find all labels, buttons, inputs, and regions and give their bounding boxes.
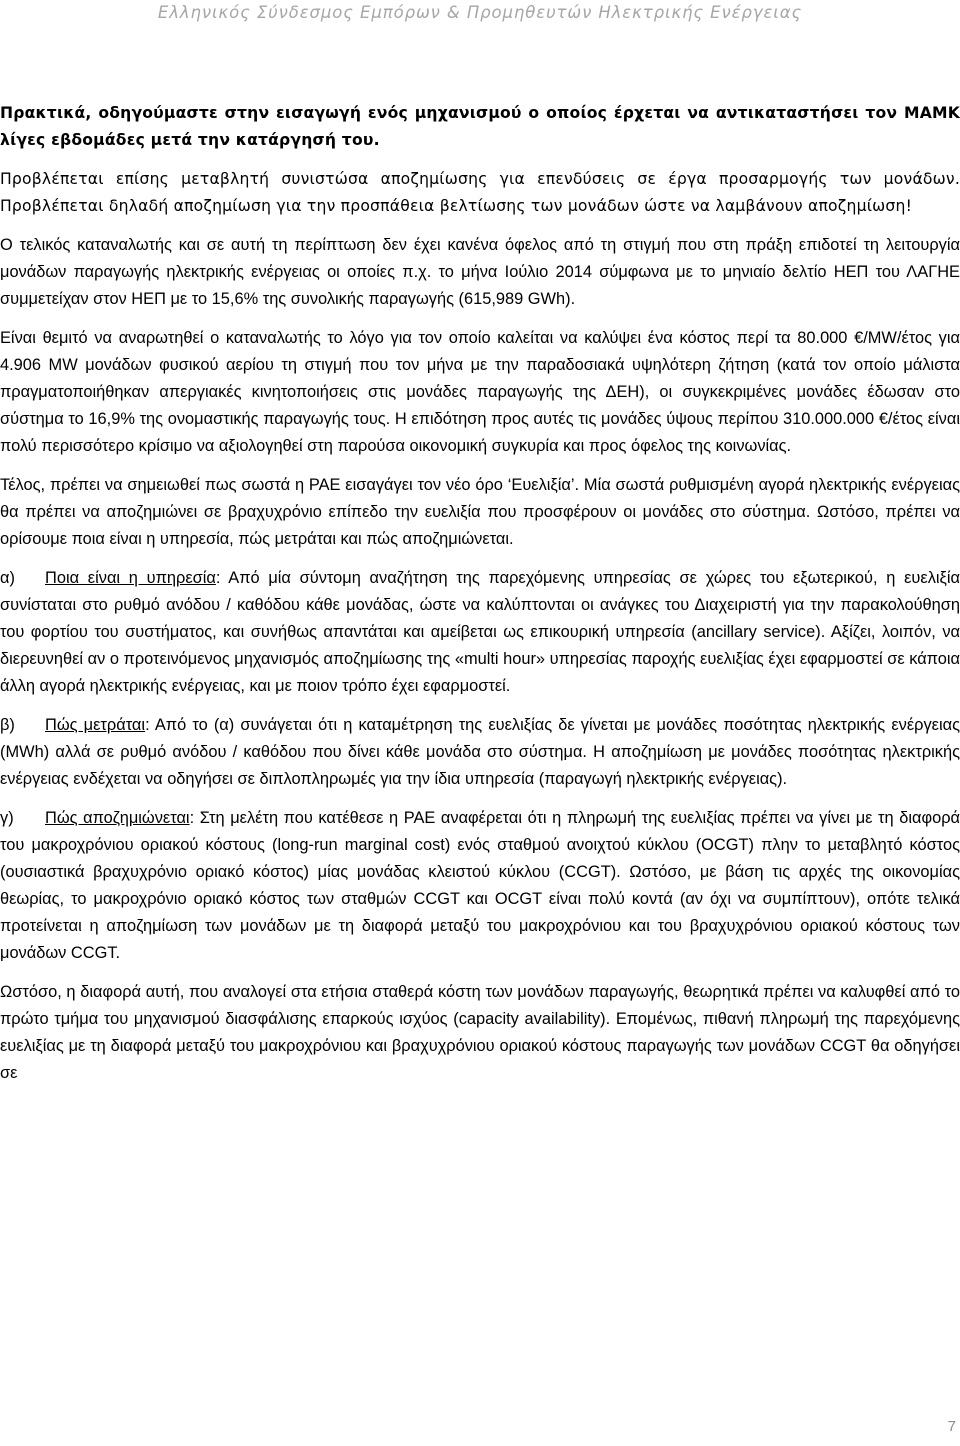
list-label-b: β) — [0, 716, 15, 734]
paragraph-consumer-benefit: Ο τελικός καταναλωτής και σε αυτή τη περίπτωση δεν έχει κανένα όφελος από τη στιγμή που στη πράξη επιδοτεί τη λειτουργία μονάδων παραγωγής ηλεκτρικής ενέργειας οι οποίες π.χ. το μήνα Ιούλιο 2014 σύμφωνα με το μηνιαίο δελτίο ΗΕΠ του ΛΑΓΗΕ συμμετείχαν στον ΗΕΠ με το 15,6% της συνολικής παραγωγής (615,989 GWh). — [0, 236, 960, 308]
paragraph-variable-component: Προβλέπεται επίσης μεταβλητή συνιστώσα αποζημίωσης για επενδύσεις σε έργα προσαρμογής των μονάδων. Προβλέπεται δηλαδή αποζημίωση για την προσπάθεια βελτίωσης των μονάδων ώστε να λαμβάνουν αποζημίωση! — [0, 170, 960, 215]
list-text-b: : Από το (α) συνάγεται ότι η καταμέτρηση της ευελιξίας δε γίνεται με μονάδες ποσότητας ηλεκτρικής ενέργειας (MWh) αλλά σε ρυθμό ανόδου / καθόδου που δίνει κάθε μονάδα στο σύστημα. Η αποζημίωση με μονάδες ποσότητας ηλεκτρικής ενέργειας ενδέχεται να οδηγήσει σε διπλοπληρωμές για την ίδια υπηρεσία (παραγωγή ηλεκτρικής ενέργειας). — [0, 716, 960, 788]
list-text-c: : Στη μελέτη που κατέθεσε η ΡΑΕ αναφέρεται ότι η πληρωμή της ευελιξίας πρέπει να γίνει με τη διαφορά του μακροχρόνιου οριακού κόστους (long-run marginal cost) ενός σταθμού ανοιχτού κύκλου (OCGT) πλην το μεταβλητό κόστος (ουσιαστικά βραχυχρόνιο οριακό κόστος) μίας μονάδας κλειστού κύκλου (CCGT). Ωστόσο, με βάση τις αρχές της οικονομίας θεωρίας, το μακροχρόνιο οριακό κόστος των σταθμών CCGT και OCGT είναι πολύ κοντά (αν όχι να συμπίπτουν), οπότε τελικά προτείνεται η αποζημίωση των μονάδων με τη διαφορά μεταξύ του μακροχρόνιου και του βραχυχρόνιου οριακού κόστους των μονάδων CCGT. — [0, 809, 960, 962]
list-text-a: : Από μία σύντομη αναζήτηση της παρεχόμενης υπηρεσίας σε χώρες του εξωτερικού, η ευελιξία συνίσταται στο ρυθμό ανόδου / καθόδου κάθε μονάδας, ώστε να καλύπτονται οι ανάγκες του Διαχειριστή για την παρακολούθηση του φορτίου του συστήματος, και συνήθως απαντάται και αμείβεται ως επικουρική υπηρεσία (ancillary service). Αξίζει, λοιπόν, να διερευνηθεί αν ο προτεινόμενος μηχανισμός αποζημίωσης της «multi hour» υπηρεσίας παροχής ευελιξίας έχει εφαρμοστεί σε κάποια άλλη αγορά ηλεκτρικής ενέργειας, και με ποιον τρόπο έχει εφαρμοστεί. — [0, 569, 960, 695]
paragraph-flexibility: Τέλος, πρέπει να σημειωθεί πως σωστά η ΡΑΕ εισαγάγει τον νέο όρο ‘Ευελιξία’. Μία σωστά ρυθμισμένη αγορά ηλεκτρικής ενέργειας θα πρέπει να αποζημιώνει σε βραχυχρόνιο επίπεδο την ευελιξία που προσφέρουν οι μονάδες στο σύστημα. Ωστόσο, πρέπει να ορίσουμε ποια είναι η υπηρεσία, πώς μετράται και πώς αποζημιώνεται. — [0, 476, 960, 548]
paragraph-capacity: Ωστόσο, η διαφορά αυτή, που αναλογεί στα ετήσια σταθερά κόστη των μονάδων παραγωγής, θεωρητικά πρέπει να καλυφθεί από το πρώτο τμήμα του μηχανισμού διασφάλισης επαρκούς ισχύος (capacity availability). Επομένως, πιθανή πληρωμή της παρεχόμενης ευελιξίας με τη διαφορά μεταξύ του μακροχρόνιου και βραχυχρόνιου οριακού κόστους παραγωγής των μονάδων CCGT θα οδηγήσει σε — [0, 983, 960, 1082]
list-heading-a: Ποια είναι η υπηρεσία — [45, 569, 216, 587]
list-heading-b: Πώς μετράται — [45, 716, 146, 734]
list-item-a — [0, 565, 960, 700]
list-item-c — [0, 805, 960, 967]
list-heading-c: Πώς αποζημιώνεται — [45, 809, 190, 827]
document-header: Ελληνικός Σύνδεσμος Εμπόρων & Προμηθευτών Ηλεκτρικής Ενέργειας — [157, 3, 803, 22]
paragraph-intro: Πρακτικά, οδηγούμαστε στην εισαγωγή ενός μηχανισμού ο οποίος έρχεται να αντικαταστήσει τον ΜΑΜΚ λίγες εβδομάδες μετά την κατάργησή του. — [0, 104, 960, 149]
document-body — [0, 100, 960, 1087]
list-item-b — [0, 712, 960, 793]
paragraph-cost-question: Είναι θεμιτό να αναρωτηθεί ο καταναλωτής το λόγο για τον οποίο καλείται να καλύψει ένα κόστος περί τα 80.000 €/MW/έτος για 4.906 MW μονάδων φυσικού αερίου τη στιγμή που τον μήνα με την παραδοσιακά υψηλότερη ζήτηση (κατά τον οποίο μάλιστα πραγματοποιήθηκαν απεργιακές κινητοποιήσεις στις μονάδες παραγωγής της ΔΕΗ), οι συγκεκριμένες μονάδες έδωσαν στο σύστημα το 16,9% της ονομαστικής παραγωγής τους. Η επιδότηση προς αυτές τις μονάδες ύψους περίπου 310.000.000 €/έτος είναι πολύ περισσότερο κρίσιμο να αξιολογηθεί στη παρούσα οικονομική συγκυρία και προς όφελος της κοινωνίας. — [0, 329, 960, 455]
list-label-a: α) — [0, 569, 15, 587]
page-number: 7 — [947, 1418, 956, 1435]
list-label-c: γ) — [0, 809, 14, 827]
